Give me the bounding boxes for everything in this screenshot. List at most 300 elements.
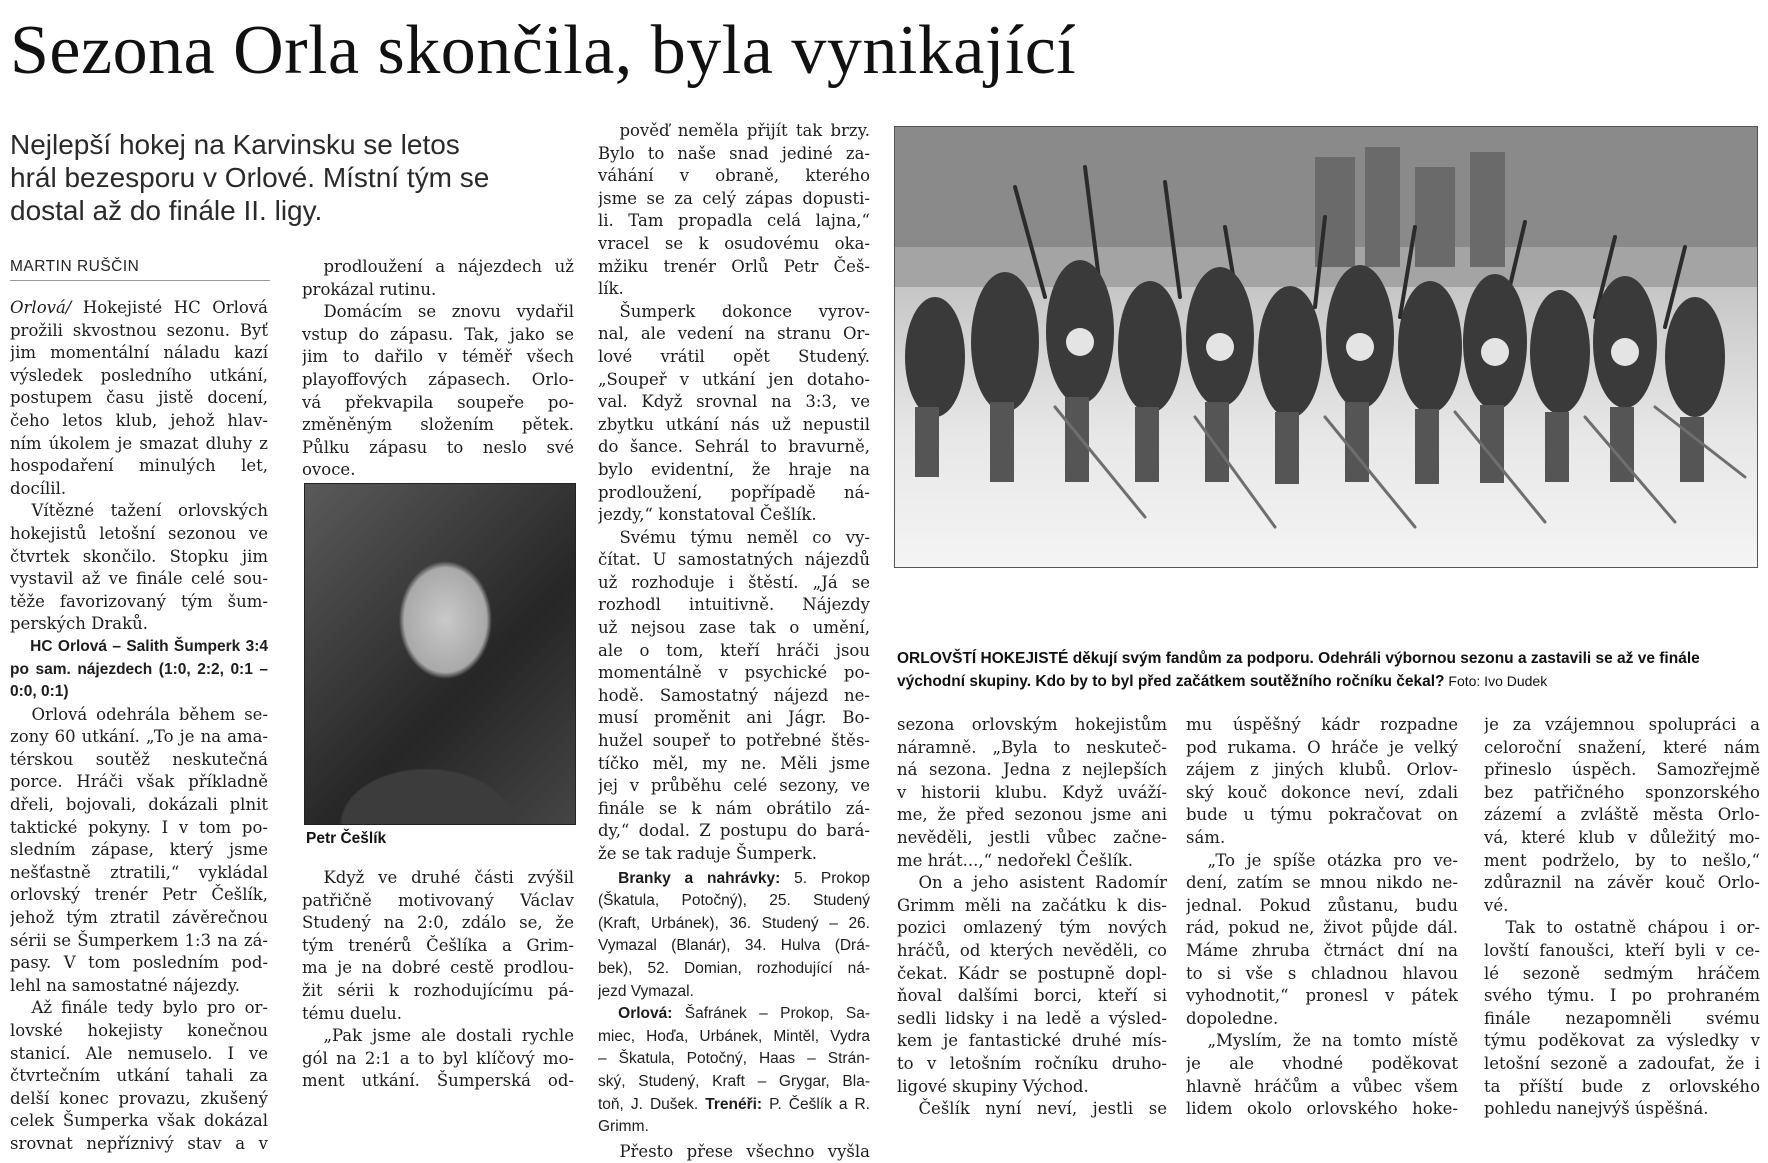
text-line — [1484, 895, 1760, 918]
line-text: jezdy,“ konstatoval Češlík. — [598, 505, 817, 525]
text-line — [1484, 737, 1760, 760]
line-text: tíčko měl, my ne. Měli jsme — [598, 753, 870, 773]
text-line — [10, 862, 268, 885]
line-text: finále se k nám obrátilo zá- — [598, 798, 870, 818]
text-line — [897, 782, 1167, 805]
text-line — [302, 369, 574, 392]
text-line — [10, 523, 268, 546]
text-line — [10, 433, 268, 456]
line-text: Domácím se znovu vydařil — [323, 302, 574, 322]
line-text: výsledek posledního utkání, — [10, 365, 268, 385]
line-text: Studený na 2:0, zdálo se, že — [302, 913, 574, 933]
text-line — [598, 256, 870, 279]
text-line — [302, 912, 574, 935]
text-line — [302, 301, 574, 324]
line-text: lidem okolo orlovského hoke- — [1186, 1099, 1458, 1119]
line-text: ta příští bude z orlovského — [1484, 1076, 1760, 1096]
line-text: vracel se k osudovému oka- — [598, 233, 870, 253]
text-line — [1484, 940, 1760, 963]
line-text: pasy. V tom posledním pod- — [10, 953, 268, 973]
line-text: perských Draků. — [10, 614, 148, 634]
text-line — [897, 1076, 1167, 1099]
line-text: momentálně v psychické po- — [598, 663, 870, 683]
line-text: čeho letos klub, jehož hlav- — [10, 410, 268, 430]
line-text: vá, které klub v důležitý mo- — [1484, 827, 1760, 847]
line-text: musí proměnit ani Jágr. Bo- — [598, 708, 870, 728]
line-text: hužel soupeř to potřebné štěs- — [598, 731, 870, 751]
line-text: jsme se za celý zápas dopusti- — [598, 188, 870, 208]
text-line — [302, 256, 574, 279]
headline: Sezona Orla skončila, byla vynikající — [10, 12, 1077, 89]
line-text: mžiku trenér Orlů Petr Češ- — [598, 256, 870, 276]
article-column-5 — [1186, 714, 1458, 1121]
text-line — [302, 459, 574, 482]
text-line — [1484, 759, 1760, 782]
text-line — [1186, 782, 1458, 805]
text-line — [10, 1065, 268, 1088]
line-text: li. Tam propadla celá lajna,“ — [598, 211, 870, 231]
line-text: hráčů, od kterých nevěděli, co — [897, 940, 1167, 960]
text-line — [10, 659, 268, 682]
line-text: toň, J. Dušek. — [598, 1095, 699, 1113]
text-line — [1186, 1030, 1458, 1053]
line-text: týmu poděkovat za výsledky v — [1484, 1031, 1760, 1051]
column-3-text — [598, 120, 870, 866]
line-text: lové vrátil opět Studený. — [598, 346, 870, 366]
stat-label: Orlová: — [618, 1005, 673, 1023]
text-line — [10, 500, 268, 523]
line-text: to si vše s chladnou hlavou — [1186, 963, 1458, 983]
line-text: nešťastně ztratili,“ vykládal — [10, 862, 268, 882]
line-text: lovští fanoušci, kteří byli v ce- — [1484, 940, 1760, 960]
line-text: ment podrželo, by to nešlo,“ — [1484, 850, 1760, 870]
text-line — [897, 985, 1167, 1008]
line-text: me, že před sezonou jsme ani — [897, 805, 1167, 825]
line-text: Grimm měli na začátku k dis- — [897, 895, 1167, 915]
text-line — [598, 685, 870, 708]
line-text: ligové skupiny Východ. — [897, 1076, 1089, 1096]
text-line — [302, 1070, 574, 1093]
line-text: jim momentální náladu kazí — [10, 343, 268, 363]
text-line — [897, 1008, 1167, 1031]
text-line — [598, 301, 870, 324]
text-line — [598, 1141, 870, 1163]
line-text: sérii se Šumperkem 1:3 na zá- — [10, 930, 268, 950]
text-line — [302, 324, 574, 347]
text-line — [302, 935, 574, 958]
caption-line-2 — [897, 670, 1757, 693]
line-text: hlavně hráčům a vůbec všem — [1186, 1076, 1458, 1096]
text-line — [598, 958, 870, 981]
line-text: po sam. nájezdech (1:0, 2:2, 0:1 – — [10, 660, 268, 678]
lead-line: dostal až do finále II. ligy. — [10, 195, 323, 226]
line-text: „Pak jsme ale dostali rychle — [323, 1026, 574, 1046]
text-line — [598, 890, 870, 913]
text-line — [897, 1030, 1167, 1053]
portrait-photo — [304, 483, 576, 825]
line-text: ňoval dalšími borci, kteří si — [897, 986, 1167, 1006]
text-line — [1186, 940, 1458, 963]
caption-line-1 — [897, 648, 1757, 670]
text-line — [10, 975, 268, 998]
article-column-3 — [598, 120, 870, 1163]
line-text: pozici omlazený tým nových — [897, 918, 1167, 938]
text-line — [1186, 1008, 1458, 1031]
line-text: náramně. „Byla to neskuteč- — [897, 737, 1167, 757]
text-line — [10, 907, 268, 930]
text-line — [302, 1048, 574, 1071]
line-text: přineslo úspěch. Samozřejmě — [1484, 760, 1760, 780]
line-text: Češlík nyní neví, jestli se — [918, 1099, 1167, 1119]
text-line — [1186, 1098, 1458, 1121]
line-text: nevěděli, jestli vůbec začne- — [897, 827, 1167, 847]
text-line — [10, 726, 268, 749]
line-text: ský, Studený, Kraft – Grygar, Bla- — [598, 1072, 870, 1090]
text-line — [1484, 804, 1760, 827]
line-text: delší konec provazu, zkušený — [10, 1088, 268, 1108]
text-line — [302, 346, 574, 369]
text-line — [302, 890, 574, 913]
text-line — [1186, 737, 1458, 760]
line-text: už nejsou zase tak o umění, — [598, 618, 870, 638]
text-line — [598, 346, 870, 369]
text-line — [10, 997, 268, 1020]
line-text: čítat. U samostatných nájezdů — [598, 550, 870, 570]
line-text: nal, ale vedení na stranu Or- — [598, 324, 870, 344]
text-line — [598, 617, 870, 640]
article-column-4 — [897, 714, 1167, 1121]
text-line — [598, 188, 870, 211]
line-text: me hrát...,“ nedořekl Češlík. — [897, 850, 1134, 870]
line-text: ma je na dobré cestě prodlou- — [302, 958, 574, 978]
text-line — [1484, 1030, 1760, 1053]
text-line — [598, 640, 870, 663]
text-line — [598, 369, 870, 392]
line-text: v historii klubu. Když uváží- — [897, 782, 1167, 802]
text-line — [897, 895, 1167, 918]
text-line — [1186, 895, 1458, 918]
article-column-2-continued — [302, 867, 574, 1093]
text-line — [10, 1133, 268, 1156]
text-line — [10, 884, 268, 907]
line-text: vstup do zápasu. Tak, jako se — [302, 324, 574, 344]
dateline: Orlová/ — [10, 298, 72, 317]
text-line — [10, 952, 268, 975]
text-line — [10, 704, 268, 727]
stat-label: Branky a nahrávky: — [618, 869, 781, 887]
match-stats-box — [598, 868, 870, 1139]
line-text: prodloužení a nájezdech už — [323, 257, 574, 276]
line-text: bude u týmu pokračovat on — [1186, 805, 1458, 825]
text-line — [1484, 782, 1760, 805]
line-text: kem je fantastické druhé mís- — [897, 1031, 1167, 1051]
caption-lead: ORLOVŠTÍ HOKEJISTÉ — [897, 650, 1069, 667]
text-line — [598, 143, 870, 166]
text-line — [302, 957, 574, 980]
line-text: stanicí. Ale nemuselo. I ve — [10, 1043, 268, 1063]
text-line — [598, 323, 870, 346]
text-line — [10, 839, 268, 862]
text-line — [598, 594, 870, 617]
text-line — [598, 935, 870, 958]
text-line — [10, 749, 268, 772]
stat-label: Trenéři: — [698, 1095, 763, 1113]
text-line — [1186, 714, 1458, 737]
line-text: vé. — [1484, 895, 1509, 915]
line-text: ment utkání. Šumperská od- — [302, 1071, 574, 1091]
line-text: Grimm. — [598, 1118, 649, 1136]
line-text: Orlová odehrála během se- — [31, 704, 268, 724]
line-text: Vymazal (Blanár), 34. Hulva (Drá- — [598, 937, 870, 955]
line-text: 5. Prokop — [780, 869, 870, 887]
line-text: vá překvapila soupeře po- — [302, 392, 574, 412]
line-text: prodloužení, popřípadě ná- — [598, 482, 870, 502]
text-line — [10, 478, 268, 501]
text-line — [302, 437, 574, 460]
text-line — [897, 737, 1167, 760]
text-line — [10, 365, 268, 388]
text-line — [1484, 917, 1760, 940]
text-line — [1186, 872, 1458, 895]
line-text: hokejistů letošní sezonou ve — [10, 523, 268, 543]
line-text: je ale vhodné poděkovat — [1186, 1053, 1458, 1073]
line-text: taktické pokyny. I v tom po- — [10, 817, 268, 837]
text-line — [598, 210, 870, 233]
line-text: Když ve druhé části zvýšil — [323, 868, 574, 887]
text-line — [598, 1003, 870, 1026]
text-line — [10, 817, 268, 840]
text-line — [598, 1116, 870, 1139]
text-line — [1186, 985, 1458, 1008]
text-line — [598, 662, 870, 685]
text-line — [1186, 804, 1458, 827]
team-celebration-photo — [894, 126, 1758, 568]
line-text: to v letošním ročníku druho- — [897, 1053, 1167, 1073]
line-text: Šumperk dokonce vyrov- — [619, 301, 870, 321]
text-line — [10, 613, 268, 636]
line-text: patřičně motivovaný Václav — [302, 890, 574, 910]
line-text: ale o tom, kteří hráči jsou — [598, 640, 870, 660]
text-line — [598, 1094, 870, 1117]
line-text: „To je spíše otázka pro ve- — [1207, 850, 1458, 870]
text-line — [598, 572, 870, 595]
line-text: dy,“ dodal. Z postupu do bará- — [598, 821, 870, 841]
line-text: finále nezapomněli svému — [1484, 1008, 1760, 1028]
text-line — [598, 730, 870, 753]
byline: MARTIN RUŠČIN — [10, 258, 270, 281]
photo-credit: Foto: Ivo Dudek — [1444, 673, 1548, 689]
text-line — [598, 707, 870, 730]
text-line — [302, 392, 574, 415]
line-text: P. Češlík a R. — [762, 1095, 870, 1113]
column-3-tail — [598, 1141, 870, 1163]
line-text: dopoledne. — [1186, 1008, 1279, 1028]
line-text: (Škatula, Potočný), 25. Studený — [598, 892, 870, 910]
text-line — [10, 546, 268, 569]
line-text: ním úkolem je smazat dluhy z — [10, 433, 268, 453]
text-line — [1484, 1008, 1760, 1031]
text-line — [10, 1043, 268, 1066]
line-text: pověď neměla přijít tak brzy. — [619, 121, 870, 140]
text-line — [10, 771, 268, 794]
text-line — [598, 549, 870, 572]
line-text: do šance. Sehrál to bravurně, — [598, 437, 870, 457]
text-line — [598, 775, 870, 798]
article-column-1 — [10, 297, 268, 1156]
article-column-2 — [302, 256, 574, 482]
line-text: Vítězné tažení orlovských — [31, 501, 268, 521]
line-text: „Myslím, že na tomto místě — [1207, 1031, 1458, 1051]
line-text: tému duelu. — [302, 1003, 403, 1023]
line-text: sezona orlovským hokejistům — [897, 715, 1167, 734]
text-line — [598, 913, 870, 936]
line-text: jehož tým ztratil závěrečnou — [10, 908, 268, 928]
lead-line: hrál bezesporu v Orlové. Místní tým se — [10, 162, 490, 193]
line-text: prokázal rutinu. — [302, 279, 437, 299]
text-line — [598, 753, 870, 776]
text-line — [897, 804, 1167, 827]
line-text: val. Když srovnal na 3:3, ve — [598, 392, 870, 412]
text-line — [598, 278, 870, 301]
line-text: celoroční snažení, které nám — [1484, 737, 1760, 757]
line-text: térskou soutěž neskutečná — [10, 749, 268, 769]
line-text: čekat. Kádr se postupně dopl- — [897, 963, 1167, 983]
text-line — [10, 1020, 268, 1043]
text-line — [1484, 1098, 1760, 1121]
text-line — [1186, 963, 1458, 986]
line-text: jim to dařilo v téměř všech — [302, 347, 574, 367]
line-text: je za vzájemnou spolupráci a — [1484, 715, 1760, 734]
text-line — [598, 527, 870, 550]
line-text: dení, zatím se mnou nikdo ne- — [1186, 873, 1458, 893]
line-text: zdůraznil na závěr kouč Orlo- — [1484, 873, 1760, 893]
line-text: jednal. Pokud zůstanu, budu — [1186, 895, 1458, 915]
text-line — [10, 387, 268, 410]
line-text: celek Šumperka však dokázal — [10, 1111, 268, 1131]
line-text: HC Orlová – Salith Šumperk 3:4 — [30, 637, 268, 655]
text-line — [897, 963, 1167, 986]
text-line — [302, 1003, 574, 1026]
line-text: sám. — [1186, 827, 1226, 847]
text-line — [1186, 759, 1458, 782]
text-line — [10, 591, 268, 614]
line-text: miec, Hoďa, Urbánek, Mintěl, Vydra — [598, 1027, 870, 1045]
text-line — [598, 436, 870, 459]
line-text: Šafránek – Prokop, Sa- — [672, 1005, 870, 1023]
text-line — [897, 940, 1167, 963]
text-line — [598, 868, 870, 891]
text-line — [598, 482, 870, 505]
line-text: ský kouč dokonce neví, zdali — [1186, 782, 1458, 802]
line-text: dřeli, bojovali, dokázali plnit — [10, 795, 268, 815]
text-line — [1484, 872, 1760, 895]
photo-caption — [897, 648, 1757, 693]
line-text: rozhodl intuitivně. Nájezdy — [598, 595, 870, 615]
text-line — [1484, 827, 1760, 850]
text-line — [598, 391, 870, 414]
line-text: srovnat nepříznivý stav a v — [10, 1133, 268, 1153]
text-line — [10, 681, 268, 704]
text-line — [897, 827, 1167, 850]
line-text: sledním zápase, který jsme — [10, 840, 268, 860]
text-line — [897, 872, 1167, 895]
line-text: čtvrtečním utkání tahali za — [10, 1066, 268, 1086]
text-line — [897, 1053, 1167, 1076]
line-text: tým trenérů Češlíka a Grim- — [302, 935, 574, 955]
line-text: lovské hokejisty konečnou — [10, 1021, 268, 1040]
line-text: Tak to ostatně chápou i or- — [1505, 918, 1760, 938]
line-text: změněným složením pětek. — [302, 415, 574, 435]
text-line — [598, 165, 870, 188]
text-line — [598, 1026, 870, 1049]
text-line — [1484, 1053, 1760, 1076]
line-text: vyhodnotit,“ pronesl v pátek — [1186, 986, 1458, 1006]
line-text: jezd Vymazal. — [598, 982, 694, 1000]
line-text: gól na 2:1 a to byl klíčový mo- — [302, 1048, 574, 1068]
text-line — [598, 1071, 870, 1094]
text-line — [1484, 985, 1760, 1008]
line-text: vystavil až ve finále celé sou- — [10, 569, 268, 589]
text-line — [10, 930, 268, 953]
line-text: zázemí a zvláště města Orlo- — [1484, 805, 1760, 825]
lead-line: Nejlepší hokej na Karvinsku se letos — [10, 129, 460, 160]
line-text: On a jeho asistent Radomír — [918, 873, 1167, 893]
line-text: rád, pokud ne, život půjde dál. — [1186, 918, 1458, 938]
line-text: pod rukama. O hráče je velký — [1186, 737, 1458, 757]
text-line — [897, 759, 1167, 782]
text-line — [10, 1110, 268, 1133]
text-line — [10, 342, 268, 365]
text-line — [10, 1088, 268, 1111]
line-text: mu úspěšný kádr rozpadne — [1186, 715, 1458, 734]
text-line — [598, 843, 870, 866]
line-text: Bylo to naše snad jediné za- — [598, 143, 870, 163]
text-line — [897, 1098, 1167, 1121]
text-line — [302, 1025, 574, 1048]
line-text: zony 60 utkání. „To je na ama- — [10, 727, 268, 747]
line-text: docílil. — [10, 478, 67, 498]
line-text: „Soupeř v utkání jen dotaho- — [598, 369, 870, 389]
line-text: lehl na samostatné nájezdy. — [10, 975, 240, 995]
caption-text-1: děkují svým fandům za podporu. Odehráli výbornou sezonu a zastavili se až ve finále — [1068, 650, 1700, 667]
text-line — [598, 414, 870, 437]
text-line — [1186, 1076, 1458, 1099]
portrait-caption: Petr Češlík — [306, 830, 387, 847]
line-text: (Kraft, Urbánek), 36. Studený – 26. — [598, 914, 870, 932]
text-line — [1186, 850, 1458, 873]
text-line — [598, 504, 870, 527]
text-line — [598, 233, 870, 256]
line-text: prožili skvostnou sezonu. Byť — [10, 320, 268, 340]
text-line — [598, 820, 870, 843]
line-text: ná sezona. Jedna z nejlepších — [897, 760, 1167, 780]
line-text: Máme zhruba čtrnáct dní na — [1186, 940, 1458, 960]
line-text: postupem času jistě docení, — [10, 388, 268, 408]
line-text: lé sezoně sedmým hráčem — [1484, 963, 1760, 983]
line-text: váhání v obraně, kterého — [598, 166, 870, 186]
line-text: sedli lidsky i na ledě a výsled- — [897, 1008, 1167, 1028]
line-text: Až finále tedy bylo pro or- — [31, 998, 268, 1018]
line-text: Hokejisté HC Orlová — [71, 298, 268, 317]
line-text: 0:0, 0:1) — [10, 683, 69, 701]
line-text: porce. Hráči však příkladně — [10, 772, 268, 792]
line-text: hospodaření minulých let, — [10, 456, 268, 476]
text-line — [10, 636, 268, 659]
line-text: bek), 52. Domian, rozhodující ná- — [598, 959, 870, 977]
caption-text-2: východní skupiny. Kdo by to byl před začátkem soutěžního ročníku čekal? — [897, 673, 1445, 690]
line-text: orlovský trenér Petr Češlík, — [10, 885, 268, 905]
text-line — [10, 794, 268, 817]
